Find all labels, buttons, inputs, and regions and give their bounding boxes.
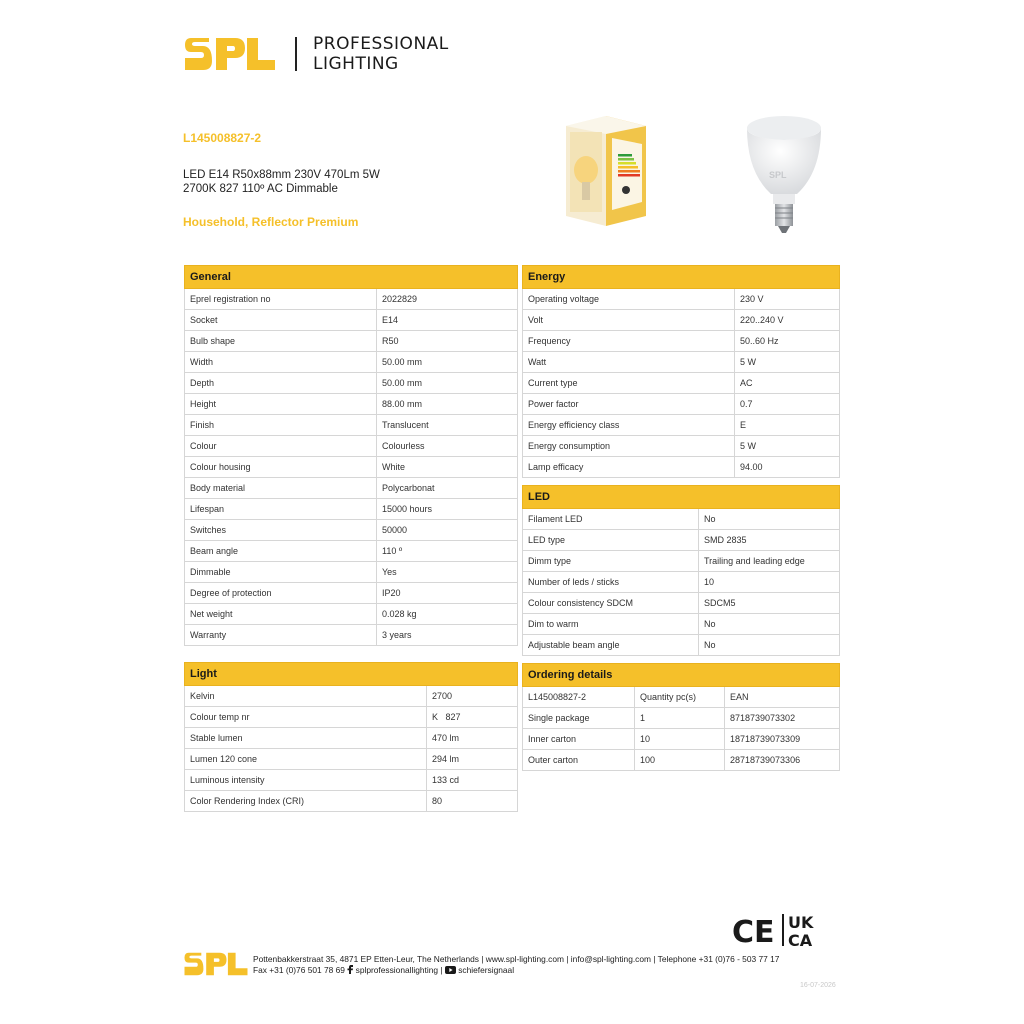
table-row: Kelvin 2700 [185, 686, 518, 707]
product-bulb-image [745, 112, 823, 236]
table-row: Finish Translucent [185, 415, 518, 436]
table-row: Width 50.00 mm [185, 352, 518, 373]
footer-second-line [253, 965, 779, 976]
table-row: Lamp efficacy 94.00 [523, 457, 840, 478]
table-row: Depth 50.00 mm [185, 373, 518, 394]
ordering-header-row: L145008827-2 Quantity pc(s) EAN [523, 687, 840, 708]
facebook-icon[interactable] [347, 965, 353, 974]
general-table-title: General [185, 266, 518, 289]
youtube-icon[interactable] [445, 966, 456, 974]
table-row: Power factor 0.7 [523, 394, 840, 415]
light-table [184, 662, 518, 812]
brand-line-1: PROFESSIONAL [313, 34, 449, 54]
table-row: Bulb shape R50 [185, 331, 518, 352]
energy-table-title: Energy [523, 266, 840, 289]
table-row: Degree of protection IP20 [185, 583, 518, 604]
table-row: Switches 50000 [185, 520, 518, 541]
svg-text:CE: CE [732, 915, 775, 948]
table-row: Colour consistency SDCM SDCM5 [523, 593, 840, 614]
footer-facebook-link[interactable]: splprofessionallighting | [355, 964, 443, 975]
svg-text:UK: UK [788, 913, 814, 932]
ordering-table-title: Ordering details [523, 664, 840, 687]
logo-divider [295, 37, 297, 71]
footer-fax: Fax +31 (0)76 501 78 69 [253, 964, 345, 975]
spl-footer-logo-icon [183, 950, 249, 978]
table-row: Single package 1 8718739073302 [523, 708, 840, 729]
footer-youtube-link[interactable]: schiefersignaal [458, 964, 515, 975]
footer-contact [253, 954, 779, 975]
led-table-title: LED [523, 486, 840, 509]
table-row: Energy efficiency class E [523, 415, 840, 436]
footer-address-line: Pottenbakkerstraat 35, 4871 EP Etten-Leur, The Netherlands | www.spl-lighting.com | info@spl-lighting.com | Telephone +31 (0)76 - 503 77 17 [253, 954, 780, 964]
table-row: Watt 5 W [523, 352, 840, 373]
product-description-line-2: 2700K 827 110º AC Dimmable [183, 183, 338, 195]
product-code: L145008827-2 [183, 131, 262, 145]
table-row: Stable lumen 470 lm [185, 728, 518, 749]
table-row: Warranty 3 years [185, 625, 518, 646]
table-row: Current type AC [523, 373, 840, 394]
table-row: Height 88.00 mm [185, 394, 518, 415]
brand-line-2: LIGHTING [313, 54, 399, 74]
product-box-image [562, 112, 650, 230]
spl-logo-icon [183, 34, 277, 74]
ordering-table [522, 663, 840, 771]
svg-text:SPL: SPL [769, 170, 787, 180]
table-row: Beam angle 110 º [185, 541, 518, 562]
table-row: Filament LED No [523, 509, 840, 530]
table-row: Dimmable Yes [185, 562, 518, 583]
table-row: Operating voltage 230 V [523, 289, 840, 310]
brand-name [313, 34, 449, 74]
table-row: Colour Colourless [185, 436, 518, 457]
table-row: Eprel registration no 2022829 [185, 289, 518, 310]
document-date: 16-07-2026 [800, 982, 836, 989]
product-description-line-1: LED E14 R50x88mm 230V 470Lm 5W [183, 169, 380, 181]
table-row: Adjustable beam angle No [523, 635, 840, 656]
general-table [184, 265, 518, 646]
table-row: Socket E14 [185, 310, 518, 331]
light-table-title: Light [185, 663, 518, 686]
led-table [522, 485, 840, 656]
header-logo-row [183, 34, 449, 74]
table-row: Lumen 120 cone 294 lm [185, 749, 518, 770]
table-row: Energy consumption 5 W [523, 436, 840, 457]
table-row: Colour temp nr K 827 [185, 707, 518, 728]
table-row: Outer carton 100 28718739073306 [523, 750, 840, 771]
ce-ukca-marks-icon [732, 912, 824, 948]
table-row: Number of leds / sticks 10 [523, 572, 840, 593]
table-row: Colour housing White [185, 457, 518, 478]
table-row: Volt 220..240 V [523, 310, 840, 331]
energy-table [522, 265, 840, 478]
table-row: Luminous intensity 133 cd [185, 770, 518, 791]
table-row: Lifespan 15000 hours [185, 499, 518, 520]
table-row: Frequency 50..60 Hz [523, 331, 840, 352]
table-row: Body material Polycarbonat [185, 478, 518, 499]
product-description [183, 168, 503, 196]
table-row: Net weight 0.028 kg [185, 604, 518, 625]
product-category: Household, Reflector Premium [183, 215, 359, 229]
svg-text:CA: CA [788, 931, 813, 948]
table-row: Inner carton 10 18718739073309 [523, 729, 840, 750]
table-row: Dimm type Trailing and leading edge [523, 551, 840, 572]
table-row: Dim to warm No [523, 614, 840, 635]
table-row: Color Rendering Index (CRI) 80 [185, 791, 518, 812]
table-row: LED type SMD 2835 [523, 530, 840, 551]
